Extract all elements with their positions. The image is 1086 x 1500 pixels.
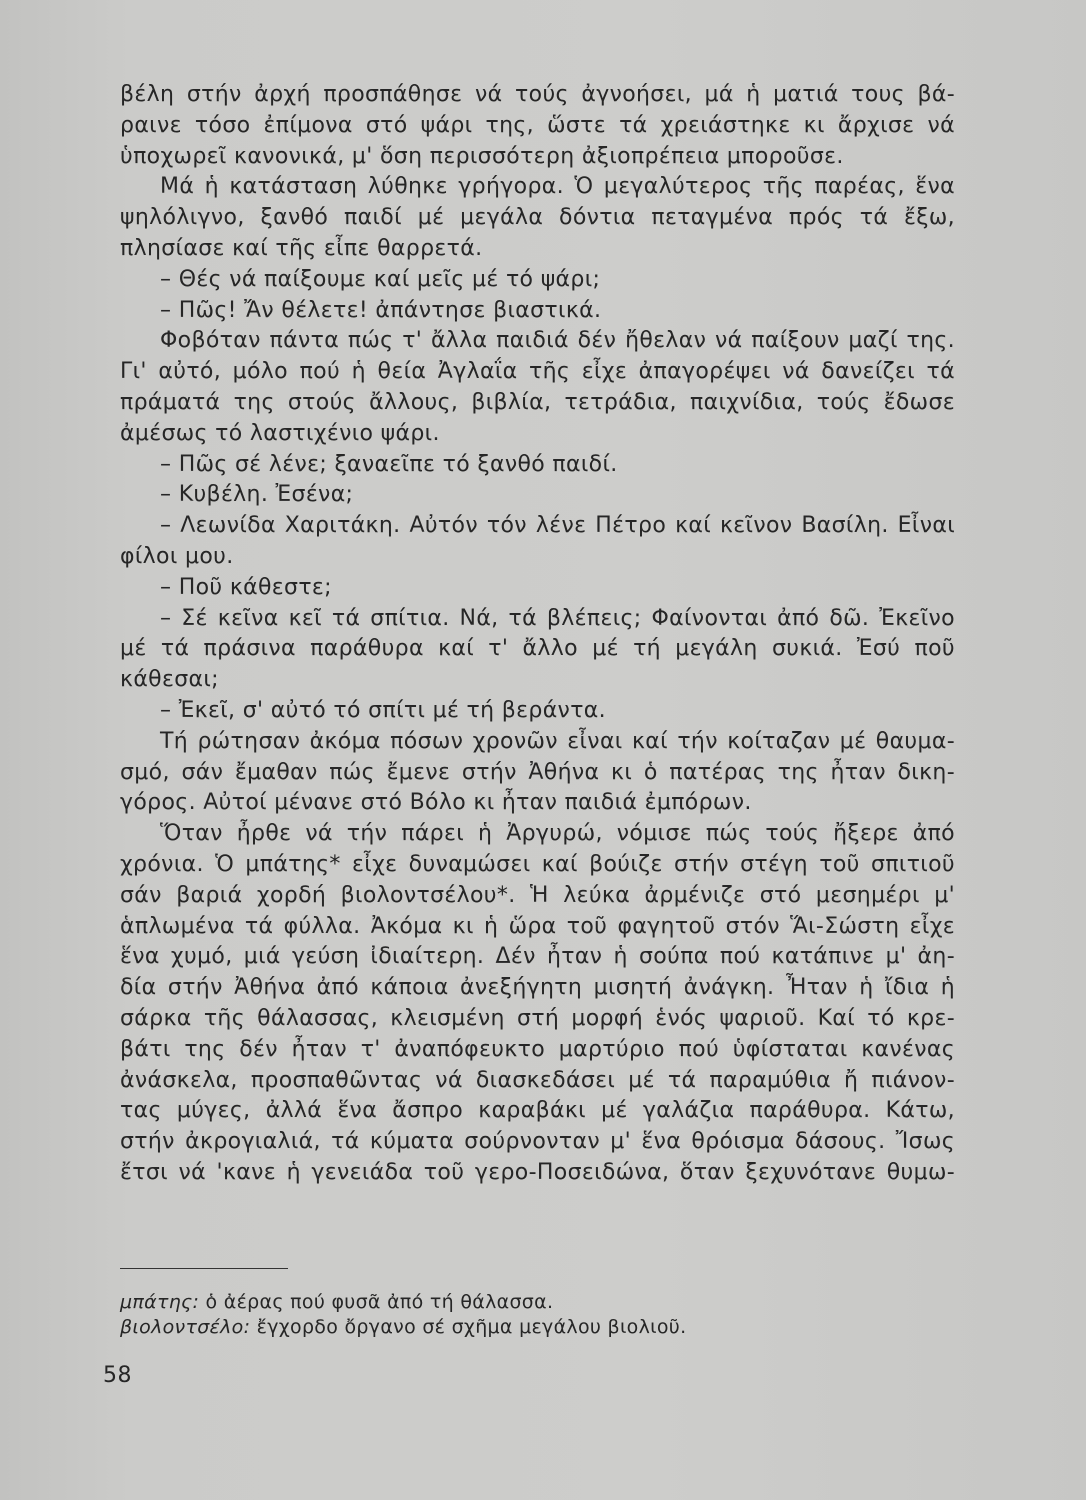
text-line: ραινε τόσο ἐπίμονα στό ψάρι της, ὥστε τά χρειάστηκε κι ἄρχισε νά [120,112,955,138]
dialogue-line: – Σέ κεῖνα κεῖ τά σπίτια. Νά, τά βλέπεις; Φαίνονται ἀπό δῶ. Ἐκεῖνο [160,605,955,631]
text-line: ὑποχωρεῖ κανονικά, μ' ὅση περισσότερη ἀξιοπρέπεια μποροῦσε. [120,143,844,169]
text-line: Μά ἡ κατάσταση λύθηκε γρήγορα. Ὁ μεγαλύτερος τῆς παρέας, ἕνα [160,174,955,200]
text-line: σάν βαριά χορδή βιολοντσέλου*. Ἡ λεύκα ἀρμένιζε στό μεσημέρι μ' [120,882,955,908]
text-line: πλησίασε καί τῆς εἶπε θαρρετά. [120,235,483,261]
text-line: στήν ἀκρογιαλιά, τά κύματα σούρνονταν μ' ἕνα θρόισμα δάσους. Ἴσως [120,1129,955,1155]
text-line: βέλη στήν ἀρχή προσπάθησε νά τούς ἀγνοήσει, μά ἡ ματιά τους βά- [120,82,955,107]
text-line: σμό, σάν ἔμαθαν πώς ἔμενε στήν Ἀθήνα κι ὁ πατέρας της ἦταν δικη- [120,759,955,785]
text-line: δία στήν Ἀθήνα ἀπό κάποια ἀνεξήγητη μισητή ἀνάγκη. Ἦταν ἡ ἴδια ἡ [120,975,955,1001]
footnote [120,1290,880,1315]
dialogue-line: – Ἐκεῖ, σ' αὐτό τό σπίτι μέ τή βεράντα. [160,697,606,723]
dialogue-line: – Πῶς σέ λένε; ξαναεῖπε τό ξανθό παιδί. [160,451,618,477]
footnote-term: βιολοντσέλο: [120,1316,251,1338]
footnote [120,1315,880,1340]
dialogue-line: – Πῶς! Ἄν θέλετε! ἀπάντησε βιαστικά. [160,297,602,323]
text-line: μέ τά πράσινα παράθυρα καί τ' ἄλλο μέ τή μεγάλη συκιά. Ἐσύ ποῦ [120,636,955,662]
body-text [120,80,955,1189]
text-line: πράματά της στούς ἄλλους, βιβλία, τετράδια, παιχνίδια, τούς ἔδωσε [120,389,955,415]
text-line: βάτι της δέν ἦταν τ' ἀναπόφευκτο μαρτύριο πού ὑφίσταται κανένας [120,1036,955,1062]
footnote-term: μπάτης: [120,1291,200,1313]
dialogue-line: – Θές νά παίξουμε καί μεῖς μέ τό ψάρι; [160,266,601,292]
text-line: Τή ρώτησαν ἀκόμα πόσων χρονῶν εἶναι καί τήν κοίταζαν μέ θαυμα- [160,728,955,754]
dialogue-line: – Λεωνίδα Χαριτάκη. Αὐτόν τόν λένε Πέτρο καί κεῖνον Βασίλη. Εἶναι [160,513,955,539]
text-line: γόρος. Αὐτοί μένανε στό Βόλο κι ἦταν παιδιά ἐμπόρων. [120,790,752,816]
text-line: Ὅταν ἦρθε νά τήν πάρει ἡ Ἀργυρώ, νόμισε πώς τούς ἤξερε ἀπό [160,821,955,847]
text-line: ἀμέσως τό λαστιχένιο ψάρι. [120,420,440,446]
dialogue-line: – Κυβέλη. Ἐσένα; [160,482,354,508]
dialogue-line: – Ποῦ κάθεστε; [160,574,332,600]
footnote-definition: ὁ ἀέρας πού φυσᾶ ἀπό τή θάλασσα. [199,1291,554,1313]
footnote-definition: ἔγχορδο ὄργανο σέ σχῆμα μεγάλου βιολιοῦ. [250,1316,687,1338]
text-line: τας μύγες, ἀλλά ἕνα ἄσπρο καραβάκι μέ γαλάζια παράθυρα. Κάτω, [120,1098,955,1124]
text-line: ἀνάσκελα, προσπαθῶντας νά διασκεδάσει μέ τά παραμύθια ἤ πιάνον- [120,1067,955,1093]
text-line: ἔτσι νά 'κανε ἡ γενειάδα τοῦ γερο-Ποσειδώνα, ὅταν ξεχυνότανε θυμω- [120,1159,955,1185]
footnotes [120,1290,880,1340]
text-line: σάρκα τῆς θάλασσας, κλεισμένη στή μορφή ἑνός ψαριοῦ. Καί τό κρε- [120,1005,955,1031]
text-line: κάθεσαι; [120,667,219,693]
text-line: ἁπλωμένα τά φύλλα. Ἀκόμα κι ἡ ὥρα τοῦ φαγητοῦ στόν Ἅι-Σώστη εἶχε [120,913,955,939]
text-line: ψηλόλιγνο, ξανθό παιδί μέ μεγάλα δόντια πεταγμένα πρός τά ἔξω, [120,205,955,231]
text-line: Γι' αὐτό, μόλο πού ἡ θεία Ἀγλαΐα τῆς εἶχε ἀπαγορέψει νά δανείζει τά [120,359,955,385]
text-line: Φοβόταν πάντα πώς τ' ἄλλα παιδιά δέν ἤθελαν νά παίξουν μαζί της. [160,328,955,354]
text-line: φίλοι μου. [120,543,234,569]
footnote-divider [120,1268,288,1269]
text-line: χρόνια. Ὁ μπάτης* εἶχε δυναμώσει καί βούιζε στήν στέγη τοῦ σπιτιοῦ [120,851,955,877]
text-line: ἕνα χυμό, μιά γεύση ἰδιαίτερη. Δέν ἦταν ἡ σούπα πού κατάπινε μ' ἀη- [120,944,955,970]
page-number: 58 [103,1363,132,1388]
